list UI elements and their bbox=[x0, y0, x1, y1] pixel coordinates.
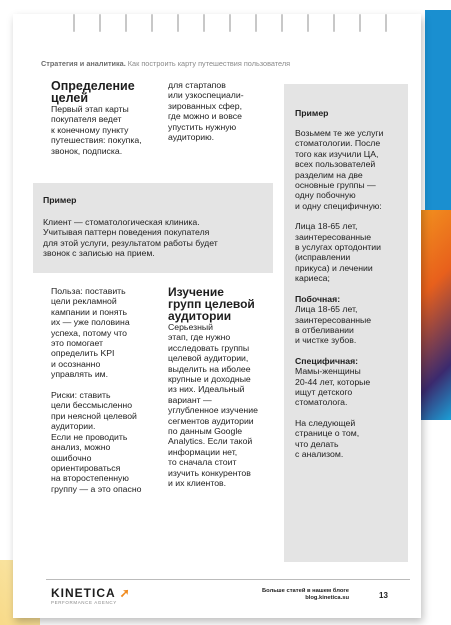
text-line: определить KPI bbox=[51, 348, 115, 359]
header-title: Как построить карту путешествия пользователя bbox=[127, 59, 291, 68]
logo-subtitle: PERFORMANCE AGENCY bbox=[51, 600, 117, 605]
text-line: исследовать группы bbox=[168, 342, 250, 353]
text-line: аудитории. bbox=[51, 421, 96, 432]
text-line: покупателя ведет bbox=[51, 114, 122, 125]
text-line: Analytics. Если такой bbox=[168, 436, 253, 447]
benefits-risks-text bbox=[51, 286, 176, 494]
audience-text bbox=[168, 322, 283, 489]
text-line: 20-44 лет, которые bbox=[295, 376, 371, 387]
text-line: для этой услуги, результатом работы будет bbox=[43, 237, 218, 248]
text-line: Изучение bbox=[168, 285, 224, 299]
text-line: и одну специфичную: bbox=[295, 200, 382, 211]
text-line: Клиент — стоматологическая клиника. bbox=[43, 217, 200, 227]
text-line: кариеса; bbox=[295, 273, 330, 284]
audience-heading bbox=[168, 286, 283, 322]
text-line: Первый этап карты bbox=[51, 104, 129, 114]
text-line: Возьмем те же услуги bbox=[295, 128, 384, 138]
sidebar-specific-title: Специфичная: bbox=[295, 355, 359, 366]
text-line: звонок, подписка. bbox=[51, 145, 123, 156]
text-line: управлять им. bbox=[51, 369, 109, 380]
logo-swoosh-icon: ➚ bbox=[119, 586, 131, 600]
text-line: в отбеливании bbox=[295, 324, 354, 335]
decor-blue-strip bbox=[425, 10, 451, 210]
sidebar-intro bbox=[295, 128, 407, 211]
text-line: и осознанно bbox=[51, 358, 101, 369]
text-line: изучить конкурентов bbox=[168, 467, 251, 478]
text-line: ищут детского bbox=[295, 386, 353, 397]
logo-text: KINETICA bbox=[51, 586, 116, 600]
text-line: информации нет, bbox=[168, 446, 238, 457]
text-line: в услугах ортодонтии bbox=[295, 242, 381, 253]
text-line: упустить нужную bbox=[168, 121, 237, 132]
goals-heading-line1: Определение bbox=[51, 79, 135, 93]
text-line: Польза: поставить bbox=[51, 286, 126, 296]
text-line: цели рекламной bbox=[51, 296, 117, 307]
text-line: На следующей bbox=[295, 417, 356, 428]
text-line: зированных сфер, bbox=[168, 100, 243, 111]
text-line: странице о том, bbox=[295, 428, 360, 439]
text-line: этап, где нужно bbox=[168, 332, 231, 343]
text-line: Риски: ставить bbox=[51, 390, 111, 401]
text-line: где можно и вовсе bbox=[168, 111, 242, 122]
text-line: анализ, можно bbox=[51, 442, 111, 453]
text-line: успеха, потому что bbox=[51, 327, 127, 338]
audience-section bbox=[168, 286, 283, 489]
text-line: на второстепенную bbox=[51, 473, 129, 484]
text-line: Серьезный bbox=[168, 322, 213, 332]
example-sidebar bbox=[284, 84, 408, 562]
text-line: или узкоспециали- bbox=[168, 90, 244, 101]
example-text bbox=[43, 217, 273, 259]
text-line: крупные и доходные bbox=[168, 374, 251, 385]
text-line: что делать bbox=[295, 438, 339, 449]
page-header bbox=[41, 59, 290, 68]
text-line: и чистке зубов. bbox=[295, 335, 357, 346]
sidebar-general bbox=[295, 221, 407, 283]
text-line: при неясной целевой bbox=[51, 410, 137, 421]
text-line: всех пользователей bbox=[295, 159, 376, 170]
text-line: Лица 18-65 лет, bbox=[295, 221, 358, 232]
text-line: разделим на две bbox=[295, 169, 363, 180]
text-line bbox=[51, 380, 176, 390]
document-page bbox=[13, 14, 421, 618]
binder-rings bbox=[73, 14, 393, 28]
text-line: к конечному пункту bbox=[51, 124, 129, 135]
goals-heading-line2: целей bbox=[51, 91, 89, 105]
text-line: группу — а это опасно bbox=[51, 483, 142, 494]
sidebar-side-title: Побочная: bbox=[295, 293, 341, 304]
text-line: аудиторию. bbox=[168, 132, 215, 143]
goals-continued-text bbox=[168, 80, 283, 142]
text-line: (исправлении bbox=[295, 252, 351, 263]
text-line: кампании и понять bbox=[51, 306, 128, 317]
text-line: выделить на иболее bbox=[168, 363, 251, 374]
goals-text bbox=[51, 104, 171, 156]
text-line: Если не проводить bbox=[51, 431, 128, 442]
text-line: заинтересованные bbox=[295, 231, 372, 242]
text-line: звонок с записью на прием. bbox=[43, 248, 155, 259]
text-line: Мамы-женщины bbox=[295, 366, 361, 377]
text-line: аудитории bbox=[168, 309, 232, 323]
text-line: одну побочную bbox=[295, 190, 356, 201]
text-line: заинтересованные bbox=[295, 314, 372, 325]
blog-line2[interactable]: blog.kinetica.su bbox=[305, 595, 349, 601]
text-line: с анализом. bbox=[295, 448, 344, 459]
text-line: прикуса) и лечении bbox=[295, 262, 373, 273]
text-line: это помогает bbox=[51, 338, 104, 349]
benefits-risks-lines bbox=[51, 286, 176, 494]
text-line: из них. Идеальный bbox=[168, 384, 245, 395]
text-line: ошибочно bbox=[51, 452, 92, 463]
text-line: вариант — bbox=[168, 394, 212, 405]
text-line: сегментов аудитории bbox=[168, 415, 254, 426]
text-line: Учитывая паттерн поведения покупателя bbox=[43, 227, 210, 238]
sidebar-title: Пример bbox=[295, 108, 329, 118]
text-line: по данным Google bbox=[168, 426, 243, 437]
text-line: цели бессмысленно bbox=[51, 400, 133, 411]
text-line: стоматолога. bbox=[295, 397, 348, 408]
text-line: того как изучили ЦА, bbox=[295, 148, 379, 159]
sidebar-side bbox=[295, 304, 407, 346]
text-line: целевой аудитории, bbox=[168, 353, 249, 364]
page-number: 13 bbox=[379, 591, 388, 600]
text-line: Лица 18-65 лет, bbox=[295, 304, 358, 315]
sidebar-body bbox=[295, 128, 407, 459]
example-box bbox=[33, 183, 273, 273]
text-line: для стартапов bbox=[168, 80, 226, 90]
text-line: основные группы — bbox=[295, 180, 376, 191]
text-line: то сначала стоит bbox=[168, 457, 237, 468]
blog-line1: Больше статей в нашем блоге bbox=[262, 588, 349, 594]
footer-divider bbox=[46, 579, 410, 580]
blog-link[interactable] bbox=[257, 588, 349, 602]
text-line: их — уже половина bbox=[51, 317, 130, 328]
text-line: и их клиентов. bbox=[168, 478, 227, 489]
text-line: ориентироваться bbox=[51, 462, 121, 473]
kinetica-logo bbox=[51, 586, 131, 600]
sidebar-specific bbox=[295, 366, 407, 408]
text-line: путешествия: покупка, bbox=[51, 135, 142, 146]
text-line: групп целевой bbox=[168, 297, 255, 311]
text-line: стоматологии. После bbox=[295, 138, 381, 149]
goals-section bbox=[51, 80, 171, 156]
example-title: Пример bbox=[43, 195, 77, 205]
header-section: Стратегия и аналитика. bbox=[41, 59, 126, 68]
sidebar-outro bbox=[295, 418, 407, 460]
goals-text-continued bbox=[168, 80, 283, 142]
text-line: углубленное изучение bbox=[168, 405, 258, 416]
